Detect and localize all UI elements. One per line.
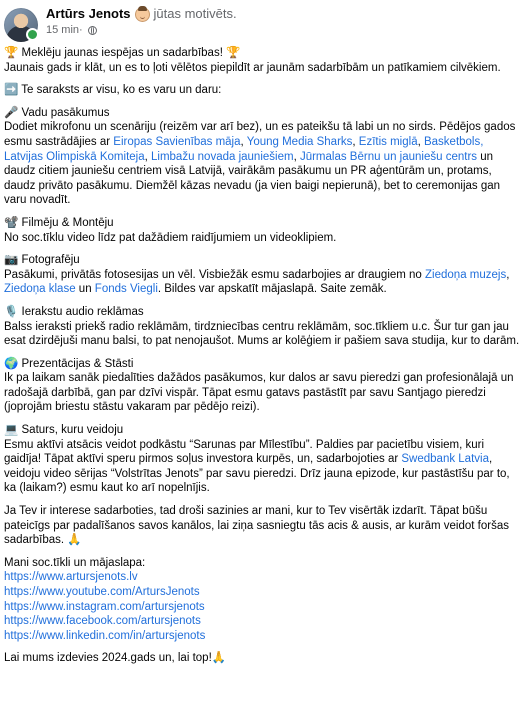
section-text-photo: Pasākumi, privātās fotosesijas un vēl. Visbiežāk esmu sadarbojies ar draugiem no Ziedoņa muzejs, Ziedoņa klase un Fonds Viegli. Bildes var apskatīt mājaslapā. Saite zemāk. (4, 268, 510, 296)
section-title-photo: 📷 Fotografēju (4, 254, 80, 267)
link-youtube[interactable]: https://www.youtube.com/ArtursJenots (4, 586, 200, 598)
link-instagram[interactable]: https://www.instagram.com/artursjenots (4, 600, 205, 613)
link-ezitis-migla[interactable]: Ezītis miglā (358, 135, 418, 148)
post-header (4, 6, 520, 46)
section-title-audio: 🎙️ Ierakstu audio reklāmas (4, 305, 144, 318)
link-swedbank-latvia[interactable]: Swedbank Latvia (401, 453, 489, 466)
name-line (46, 6, 237, 22)
link-basketbols-loк[interactable]: Basketbols, Latvijas Olimpiskā Komiteja (4, 135, 484, 163)
section-text-audio: Balss ieraksti priekš radio reklāmām, tirdzniecības centru reklāmām, soc.tīkliem u.c. Šur tur gan jau esat dzirdējuši manu balsi, to pat nenojaušot. Mums ar kolēģiem ir pašiem sava studija, kur to darām. (4, 320, 520, 348)
section-text-hosting: Dodiet mikrofonu un scenāriju (reizēm var arī bez), un es pateikšu tā labi un no sirds. Pēdējos gados esmu sastrādājies ar Eiropas Savienības māja, Young Media Sharks, Ezītis miglā, Basketbols, Latvijas Olimpiskā Komiteja, Limbažu novada jauniešiem, Jūrmalas Bērnu un jauniešu centrs un daudz citiem jauniešu centriem visā Latvijā, vairākām pasākumu un PR aģentūrām un, protams, daudz privāto pasākumu. Diemžēl kāzas nevadu (ja vien baigi nepierunā), bet to ceremonijas gan varu novadīt. (4, 121, 516, 207)
section-title-content: 💻 Saturs, kuru veidoju (4, 424, 124, 437)
section-title-filming: 📽️ Filmēju & Montēju (4, 216, 114, 229)
link-fonds-viegli[interactable]: Fonds Viegli (94, 283, 158, 296)
link-ziedona-klase[interactable]: Ziedoņa klase (4, 283, 76, 296)
post-meta (46, 22, 237, 38)
link-jurmalas-bjc[interactable]: Jūrmalas Bērnu un jauniešu centrs (299, 150, 478, 163)
section-title-presentations: 🌍 Prezentācijas & Stāsti (4, 357, 134, 370)
section-text-presentations: Ik pa laikam sanāk piedalīties dažādos pasākumos, kur dalos ar savu pieredzi gan profesionālajā un radošajā darbībā, gan par dzīvi vispār. Tāpat esmu gatavs pastāstīt par savu Santjago pieredzi (joprojām briestu stāstu vakaram par pēdējo reizi). (4, 372, 514, 414)
post-time[interactable]: 15 min (46, 24, 80, 36)
headline: 🏆 Meklēju jaunas iespējas un sadarbības! 🏆 (4, 47, 241, 59)
list-intro: ➡️ Te saraksts ar visu, ko es varu un daru: (4, 84, 222, 97)
link-ziedona-muzejs[interactable]: Ziedoņa muzejs (425, 268, 507, 281)
author-name[interactable]: Artūrs Jenots (46, 6, 131, 21)
intro-text: Jaunais gads ir klāt, un es to ļoti vēlētos piepildīt ar jaunām sadarbībām un patīkamiem cilvēkiem. (4, 61, 501, 74)
link-eiropas-savienibas-maja[interactable]: Eiropas Savienības māja (113, 135, 241, 148)
feeling-text: jūtas motivēts. (153, 6, 237, 21)
link-linkedin[interactable]: https://www.linkedin.com/in/artursjenots (4, 629, 206, 642)
meta-separator: · (79, 24, 83, 36)
post-header-text (46, 6, 237, 38)
link-young-media-sharks[interactable]: Young Media Sharks (246, 135, 353, 148)
feeling-emoji-icon (135, 7, 150, 22)
links-title: Mani soc.tīkli un mājaslapa: (4, 556, 146, 569)
section-text-filming: No soc.tīklu video līdz pat dažādiem raidījumiem un videoklipiem. (4, 231, 337, 244)
link-facebook[interactable]: https://www.facebook.com/artursjenots (4, 615, 201, 628)
section-title-hosting: 🎤 Vadu pasākumus (4, 106, 110, 119)
signoff-text: Lai mums izdevies 2024.gads un, lai top!🙏 (4, 652, 227, 665)
online-status-dot (26, 28, 39, 41)
globe-icon[interactable] (88, 26, 97, 35)
post-body (4, 46, 520, 666)
section-text-content: Esmu aktīvi atsācis veidot podkāstu “Sarunas par Mīlestību”. Paldies par pacietību visiem, kuri gaidīja! Tāpat aktīvi speru pirmos soļus investora kurpēs, un, sadarbojoties ar Swedbank Latvia, veidoju video sērijas “Volstrītas Jenots” par savu pieredzi. Drīz jauna epizode, kur pastāstīšu par to, ka (laikam?) esmu kaut ko arī nopelnījis. (4, 438, 510, 495)
link-limbazu-novada[interactable]: Limbažu novada jauniešiem (151, 150, 294, 163)
closing-text: Ja Tev ir interese sadarboties, tad droši sazinies ar mani, kur to Tev visērtāk izdarīt. Tāpat būšu pateicīgs par padalīšanos savos kanālos, lai ziņa sasniegtu tās acis & ausis, ar kurām veidot foršas sadarbības. 🙏 (4, 505, 509, 547)
avatar[interactable] (4, 8, 38, 42)
link-website[interactable]: https://www.artursjenots.lv (4, 571, 138, 584)
